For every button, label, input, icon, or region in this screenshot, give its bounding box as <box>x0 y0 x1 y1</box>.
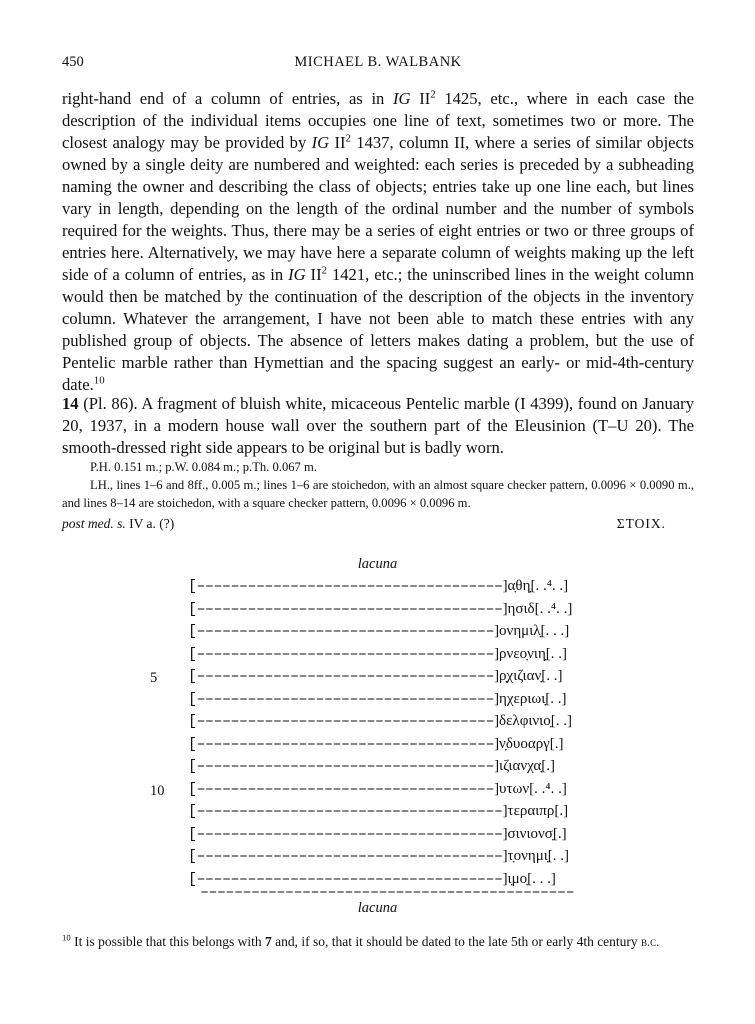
line-restoration-dashes: [––––––––––––––––––––––––––––––––––– <box>188 758 495 775</box>
inscription-line <box>188 758 555 780</box>
line-greek-text: ]ι̣μο̣[. . .] <box>502 870 556 887</box>
running-head: MICHAEL B. WALBANK <box>294 54 462 70</box>
page-header <box>62 54 694 76</box>
page-number: 450 <box>62 54 84 70</box>
inscription-line <box>188 781 567 803</box>
line-greek-text: ]ιζιανχα̣[.] <box>494 758 556 774</box>
date-line: post med. s. IV a. (?) ΣΤΟΙΧ. <box>62 516 666 531</box>
inscription-line <box>188 826 567 848</box>
line-number: 5 <box>150 670 158 686</box>
entry-number: 14 <box>62 394 79 413</box>
line-greek-text: ]σινιονσ̣[.] <box>502 825 567 842</box>
line-restoration-dashes: [––––––––––––––––––––––––––––––––––– <box>188 735 495 753</box>
line-restoration-dashes: [––––––––––––––––––––––––––––––––––– <box>188 713 495 730</box>
inscription-line <box>188 736 564 758</box>
line-greek-text: ]δελφινιο̣[. .] <box>494 713 572 729</box>
inscription-line <box>188 691 567 713</box>
line-restoration-dashes: [–––––––––––––––––––––––––––––––––––– <box>188 870 503 888</box>
line-greek-text: ]ρ̣χιζιαν̣[. .] <box>494 668 563 684</box>
line-restoration-dashes: [––––––––––––––––––––––––––––––––––– <box>188 780 495 798</box>
inscription-line <box>188 668 562 690</box>
entry-14: 14 (Pl. 86). A fragment of bluish white, micaceous Pentelic marble (I 4399), found on January 20, 1937, in a modern house wall over the southern part of the Eleusinion (T–U 20). The smooth-dressed right side appears to be original but is badly worn. <box>62 394 694 457</box>
line-greek-text: ]ηχεριωι̣[. .] <box>494 690 567 707</box>
footnote-number: 10 <box>62 932 71 943</box>
lacuna-top: lacuna <box>357 556 398 572</box>
line-greek-text: ]τεραιπρ[.] <box>502 803 569 819</box>
line-greek-text: ]ησιδ[. .⁴. .] <box>502 600 573 617</box>
inscription-line <box>188 803 568 825</box>
line-restoration-dashes: [–––––––––––––––––––––––––––––––––––– <box>188 803 503 820</box>
line-greek-text: ]ρνεο̣νιη̣[. .] <box>494 645 568 662</box>
line-greek-text: ]ονημιλ̣[. . .] <box>494 623 570 639</box>
inscription-line <box>188 623 569 645</box>
line-restoration-dashes: [–––––––––––––––––––––––––––––––––––– <box>188 600 503 618</box>
letter-heights: LH., lines 1–6 and 8ff., 0.005 m.; lines 1–6 are stoichedon, with an almost square checker pattern, 0.0096 × 0.0090 m., and lines 8–14 are stoichedon, with a square checker pattern, 0.0096 × 0.0096 m. <box>62 478 694 510</box>
line-restoration-dashes: [–––––––––––––––––––––––––––––––––––– <box>188 825 503 843</box>
stoich-label: ΣΤΟΙΧ. <box>616 516 666 531</box>
inscription-line <box>188 578 568 600</box>
inscription-line <box>188 848 569 870</box>
line-greek-text: ]α̣θη̣[. .⁴. .] <box>502 578 569 594</box>
inscription-line <box>188 601 572 623</box>
date-italic: post med. s. <box>62 516 126 531</box>
measurements: P.H. 0.151 m.; p.W. 0.084 m.; p.Th. 0.067 m. <box>90 460 317 474</box>
line-number: 10 <box>150 782 165 799</box>
inscription-line <box>188 646 567 668</box>
line-restoration-dashes: [––––––––––––––––––––––––––––––––––– <box>188 668 495 685</box>
inscription-line <box>188 713 572 735</box>
lacuna-bottom: lacuna <box>357 900 398 916</box>
line-greek-text: ]ν̣δυοαργ[.] <box>494 735 564 752</box>
paragraph-1: right-hand end of a column of entries, as in IG $II^2$ 1425, etc., where in each case the description of the individual items occupies one line of text, sometimes two or more. The closest analogy may be provided by IG $II^2$ 1437, column II, where a series of similar objects owned by a single deity are numbered and weighted: each series is preceded by a subheading naming the owner and describing the class of objects; entries take up one line each, but lines vary in length, depending on the length of the ordinal number and the number of symbols required for the weights. Thus, there may be a series of eight entries or two or three groups of entries here. Alternatively, we may have here a separate column of weights making up the left side of a column of entries, as in IG $II^2$ 1421, etc.; the uninscribed lines in the weight column would then be matched by the continuation of the description of the objects in the inventory column. Whatever the arrangement, I have not been able to match these entries with any published group of objects. The absence of letters makes dating a problem, but the use of Pentelic marble rather than Hymettian and the spacing suggest an early- or mid-4th-century date.$^{10}$ <box>62 88 695 394</box>
line-restoration-dashes: [––––––––––––––––––––––––––––––––––– <box>188 645 495 663</box>
line-restoration-dashes: [–––––––––––––––––––––––––––––––––––– <box>188 578 503 595</box>
line-restoration-dashes: [–––––––––––––––––––––––––––––––––––– <box>188 848 503 865</box>
lacuna-rule: –––––––––––––––––––––––––––––––––––––––––––– <box>200 884 575 901</box>
line-greek-text: ]υτων[. .⁴. .] <box>494 780 567 797</box>
line-restoration-dashes: [––––––––––––––––––––––––––––––––––– <box>188 690 495 708</box>
footnote-ref[interactable]: 10 <box>93 374 105 387</box>
line-greek-text: ]τ̣ονημι̣[. .] <box>502 848 570 864</box>
line-restoration-dashes: [––––––––––––––––––––––––––––––––––– <box>188 623 495 640</box>
footnote-10: $^{10}$ It is possible that this belongs with 7 and, if so, that it should be dated to the late 5th or early 4th century b.c. <box>62 932 660 949</box>
